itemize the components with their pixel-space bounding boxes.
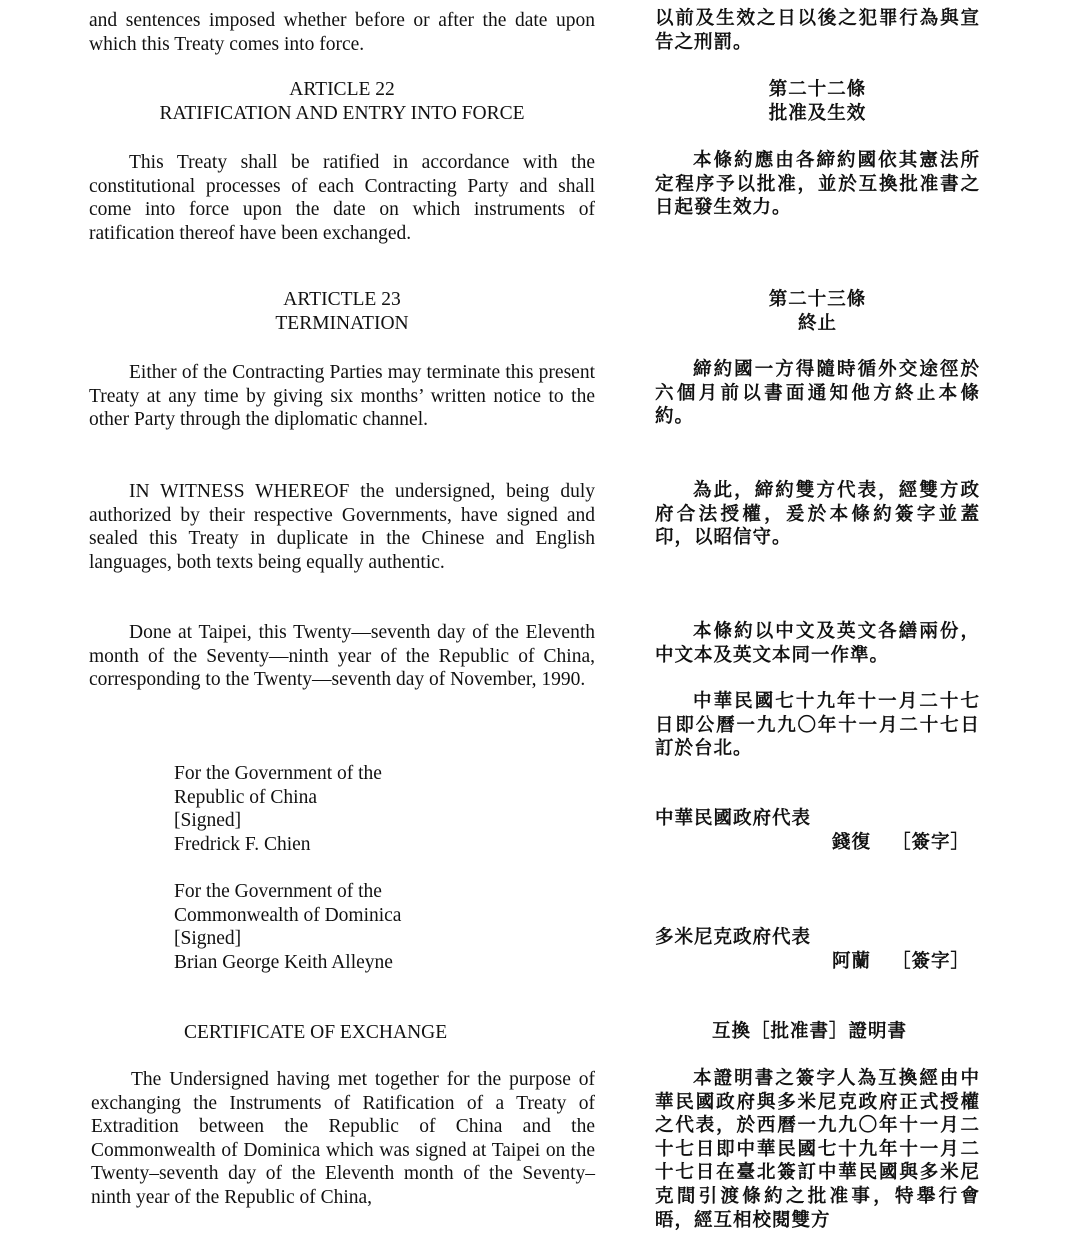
en-certificate-heading: CERTIFICATE OF EXCHANGE bbox=[184, 1022, 448, 1043]
en-signature-block-roc bbox=[174, 762, 574, 856]
en-signature-block-dominica bbox=[174, 880, 574, 974]
en-certificate-text: The Undersigned having met together for the purpose of exchanging the Instruments of Ratification of a Treaty of Extradition between the Republic of China and the Commonwealth of Dominica which was signed at Taipei on the Twenty–seventh day of the Eleventh month of the Seventy–ninth year of the Republic of China, bbox=[91, 1069, 595, 1208]
en-done-text: Done at Taipei, this Twenty—seventh day of the Eleventh month of the Seventy—ninth year of the Republic of China, corresponding to the Twenty—seventh day of November, 1990. bbox=[89, 622, 595, 691]
zh-copies-text: 本條約以中文及英文各繕兩份，中文本及英文本同一作準。 bbox=[655, 621, 980, 666]
zh-certificate-heading: 互換［批准書］證明書 bbox=[712, 1021, 908, 1042]
zh-sig-roc-name: 錢復 bbox=[832, 832, 872, 853]
zh-article-22-text: 本條約應由各締約國依其憲法所定程序予以批准，並於互換批准書之日起發生效力。 bbox=[655, 150, 980, 219]
en-sig-roc-line: For the Government of the bbox=[174, 763, 382, 784]
zh-article-23-title: 第二十三條 bbox=[768, 289, 867, 310]
en-article-22-text: This Treaty shall be ratified in accordance with the constitutional processes of each Contracting Party and shall come into force upon the date on which instruments of ratification thereof have been exchanged. bbox=[89, 152, 595, 244]
zh-sig-roc-label: 中華民國政府代表 bbox=[655, 808, 812, 829]
zh-sig-dominica-signed: ［簽字］ bbox=[892, 951, 971, 972]
en-sig-dominica-line: Brian George Keith Alleyne bbox=[174, 951, 393, 973]
zh-article-22-heading: 批准及生效 bbox=[768, 103, 867, 124]
en-article-23-heading: TERMINATION bbox=[275, 313, 409, 334]
en-witness-text: IN WITNESS WHEREOF the undersigned, being duly authorized by their respective Governments, have signed and sealed this Treaty in duplicate in the Chinese and English languages, both texts being equally authentic. bbox=[89, 481, 595, 573]
en-sig-roc-line: Republic of China bbox=[174, 786, 317, 808]
zh-sig-dominica-name: 阿蘭 bbox=[832, 951, 872, 972]
zh-sig-dominica-label: 多米尼克政府代表 bbox=[655, 927, 812, 948]
zh-done-text: 中華民國七十九年十一月二十七日即公曆一九九〇年十一月二十七日訂於台北。 bbox=[655, 691, 980, 760]
en-paragraph-top: and sentences imposed whether before or after the date upon which this Treaty comes into force. bbox=[89, 10, 595, 55]
zh-certificate-text: 本證明書之簽字人為互換經由中華民國政府與多米尼克政府正式授權之代表，於西曆一九九〇年十一月二十七日即中華民國七十九年十一月二十七日在臺北簽訂中華民國與多米尼克間引渡條約之批准事，特舉行會晤，經互相校閱雙方 bbox=[655, 1068, 980, 1231]
zh-article-23-text: 締約國一方得隨時循外交途徑於六個月前以書面通知他方終止本條約。 bbox=[655, 359, 980, 428]
en-sig-dominica-line: [Signed] bbox=[174, 928, 242, 950]
en-article-22-heading: RATIFICATION AND ENTRY INTO FORCE bbox=[159, 103, 525, 124]
en-sig-dominica-line: For the Government of the bbox=[174, 881, 382, 902]
zh-article-23-heading: 終止 bbox=[797, 313, 837, 334]
zh-sig-roc-signed: ［簽字］ bbox=[892, 832, 971, 853]
en-article-22-title: ARTICLE 22 bbox=[289, 79, 395, 100]
en-sig-roc-line: Fredrick F. Chien bbox=[174, 833, 311, 855]
en-article-23-title: ARTICTLE 23 bbox=[283, 289, 401, 310]
en-sig-roc-line: [Signed] bbox=[174, 810, 242, 832]
zh-article-22-title: 第二十二條 bbox=[768, 79, 867, 100]
zh-witness-text: 為此，締約雙方代表，經雙方政府合法授權，爰於本條約簽字並蓋印，以昭信守。 bbox=[655, 480, 980, 549]
zh-paragraph-top: 以前及生效之日以後之犯罪行為與宣告之刑罰。 bbox=[655, 8, 980, 53]
en-sig-dominica-line: Commonwealth of Dominica bbox=[174, 904, 402, 926]
en-article-23-text: Either of the Contracting Parties may terminate this present Treaty at any time by giving six months’ written notice to the other Party through the diplomatic channel. bbox=[89, 362, 595, 431]
